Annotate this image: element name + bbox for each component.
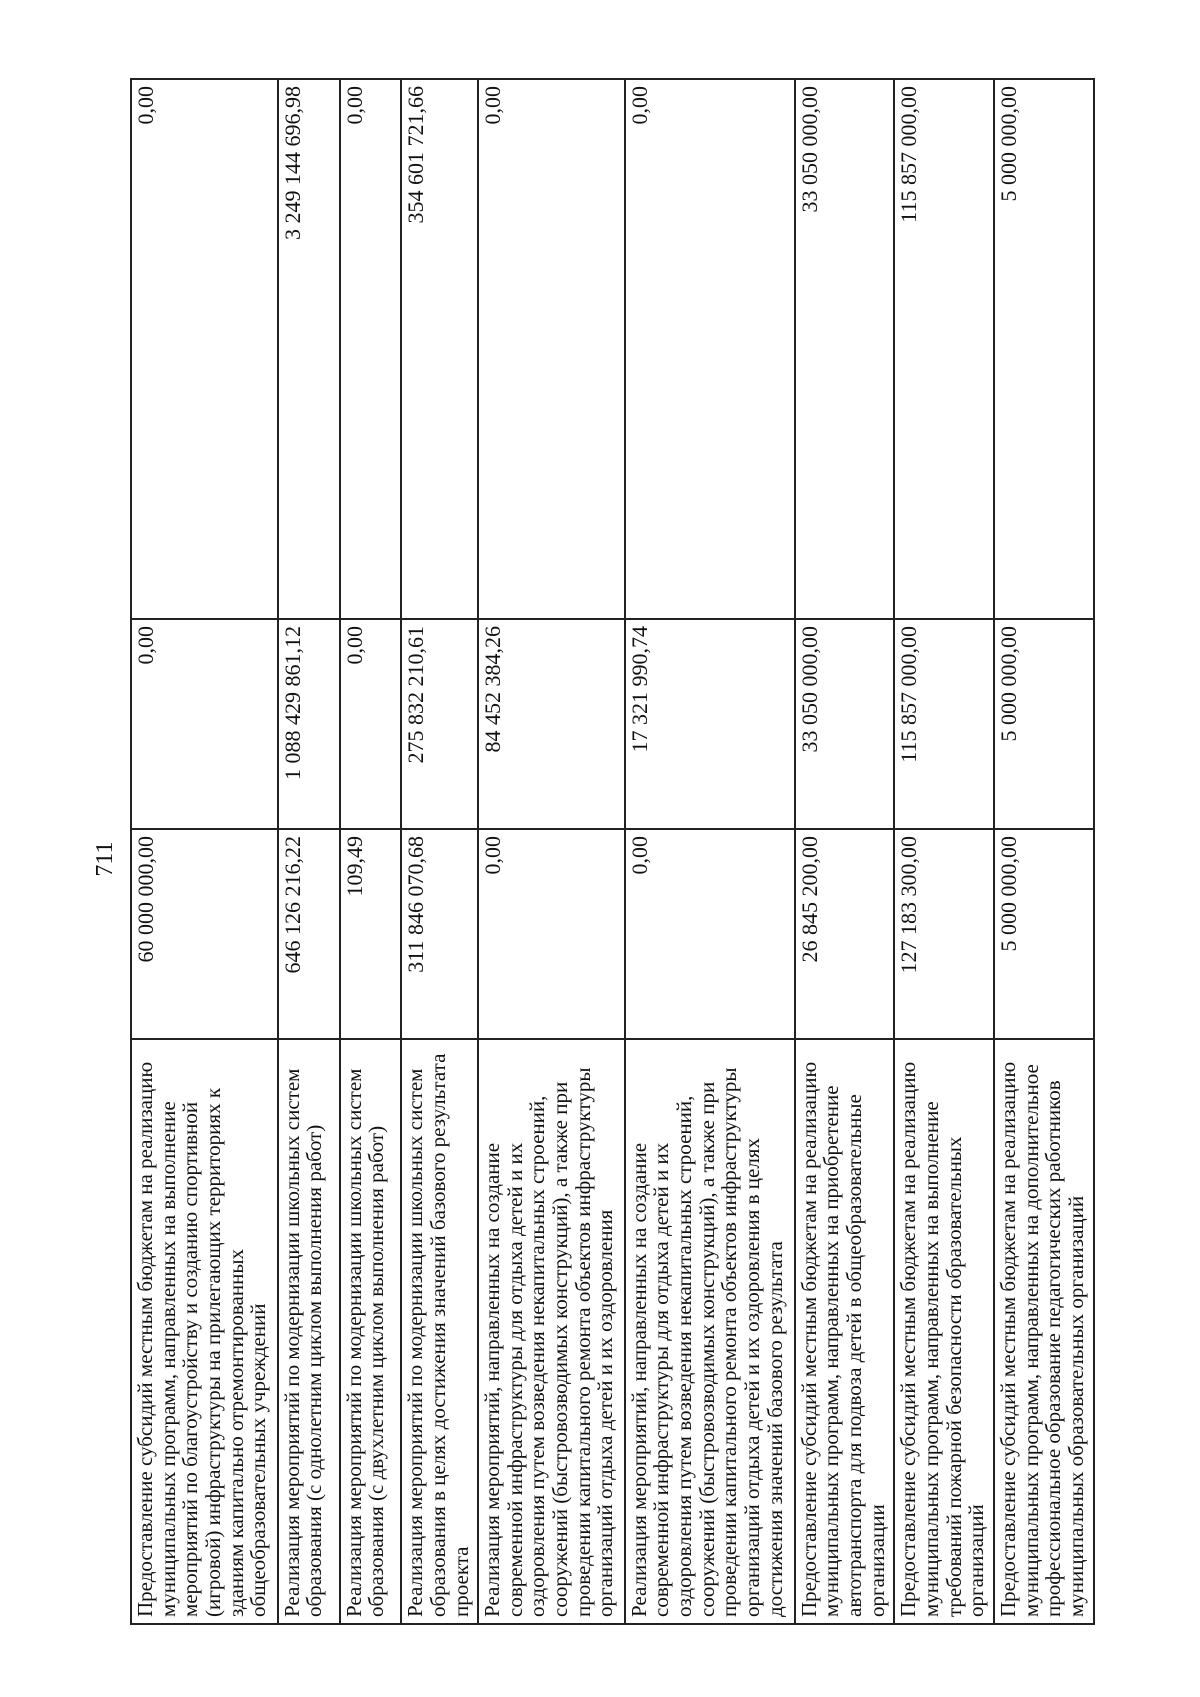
table-row [625, 79, 795, 1624]
amount-year-2: 33 050 000,00 [795, 619, 895, 829]
amount-year-3: 0,00 [478, 79, 625, 619]
amount-year-1: 311 846 070,68 [401, 829, 477, 1039]
table-row [795, 79, 895, 1624]
amount-year-3: 5 000 000,00 [994, 79, 1094, 619]
amount-year-3: 0,00 [340, 79, 402, 619]
amount-year-1: 60 000 000,00 [131, 829, 278, 1039]
amount-year-3: 354 601 721,66 [401, 79, 477, 619]
amount-year-2: 1 088 429 861,12 [278, 619, 340, 829]
row-description: Реализация мероприятий по модернизации школьных систем образования (с однолетним циклом выполнения работ) [278, 1039, 340, 1624]
row-description: Предоставление субсидий местным бюджетам на реализацию муниципальных программ, направленных на выполнение мероприятий по благоустройству и созданию спортивной (игровой) инфраструктуры на прилегающих территориях к зданиям капитально отремонтированных общеобразовательных учреждений [131, 1039, 278, 1624]
amount-year-1: 0,00 [478, 829, 625, 1039]
amount-year-2: 5 000 000,00 [994, 619, 1094, 829]
amount-year-3: 0,00 [625, 79, 795, 619]
budget-table-container [130, 80, 1095, 1625]
amount-year-3: 3 249 144 696,98 [278, 79, 340, 619]
table-row [340, 79, 402, 1624]
amount-year-2: 17 321 990,74 [625, 619, 795, 829]
row-description: Предоставление субсидий местным бюджетам на реализацию муниципальных программ, направленных на приобретение автотранспорта для подвоза детей в общеобразовательные организации [795, 1039, 895, 1624]
page-number: 711 [92, 841, 118, 877]
table-row [994, 79, 1094, 1624]
row-description: Реализация мероприятий, направленных на создание современной инфраструктуры для отдыха детей и их оздоровления путем возведения некапитальных строений, сооружений (быстровозводимых конструкций), а также при проведении капитального ремонта объектов инфраструктуры организаций отдыха детей и их оздоровления в целях достижения значений базового результата [625, 1039, 795, 1624]
table-row [131, 79, 278, 1624]
amount-year-2: 0,00 [131, 619, 278, 829]
amount-year-1: 0,00 [625, 829, 795, 1039]
row-description: Реализация мероприятий по модернизации школьных систем образования в целях достижения значений базового результата проекта [401, 1039, 477, 1624]
row-description: Реализация мероприятий по модернизации школьных систем образования (с двухлетним циклом выполнения работ) [340, 1039, 402, 1624]
table-row [401, 79, 477, 1624]
budget-table [130, 78, 1095, 1625]
row-description: Реализация мероприятий, направленных на создание современной инфраструктуры для отдыха детей и их оздоровления путем возведения некапитальных строений, сооружений (быстровозводимых конструкций), а также при проведении капитального ремонта объектов инфраструктуры организаций отдыха детей и их оздоровления [478, 1039, 625, 1624]
amount-year-2: 84 452 384,26 [478, 619, 625, 829]
table-row [478, 79, 625, 1624]
amount-year-1: 646 126 216,22 [278, 829, 340, 1039]
amount-year-1: 127 183 300,00 [894, 829, 994, 1039]
row-description: Предоставление субсидий местным бюджетам на реализацию муниципальных программ, направленных на выполнение требований пожарной безопасности образовательных организаций [894, 1039, 994, 1624]
table-row [278, 79, 340, 1624]
table-row [894, 79, 994, 1624]
amount-year-1: 5 000 000,00 [994, 829, 1094, 1039]
row-description: Предоставление субсидий местным бюджетам на реализацию муниципальных программ, направленных на дополнительное профессиональное образование педагогических работников муниципальных образовательных организаций [994, 1039, 1094, 1624]
amount-year-1: 109,49 [340, 829, 402, 1039]
amount-year-3: 115 857 000,00 [894, 79, 994, 619]
amount-year-1: 26 845 200,00 [795, 829, 895, 1039]
amount-year-2: 115 857 000,00 [894, 619, 994, 829]
amount-year-3: 33 050 000,00 [795, 79, 895, 619]
amount-year-2: 0,00 [340, 619, 402, 829]
amount-year-2: 275 832 210,61 [401, 619, 477, 829]
amount-year-3: 0,00 [131, 79, 278, 619]
